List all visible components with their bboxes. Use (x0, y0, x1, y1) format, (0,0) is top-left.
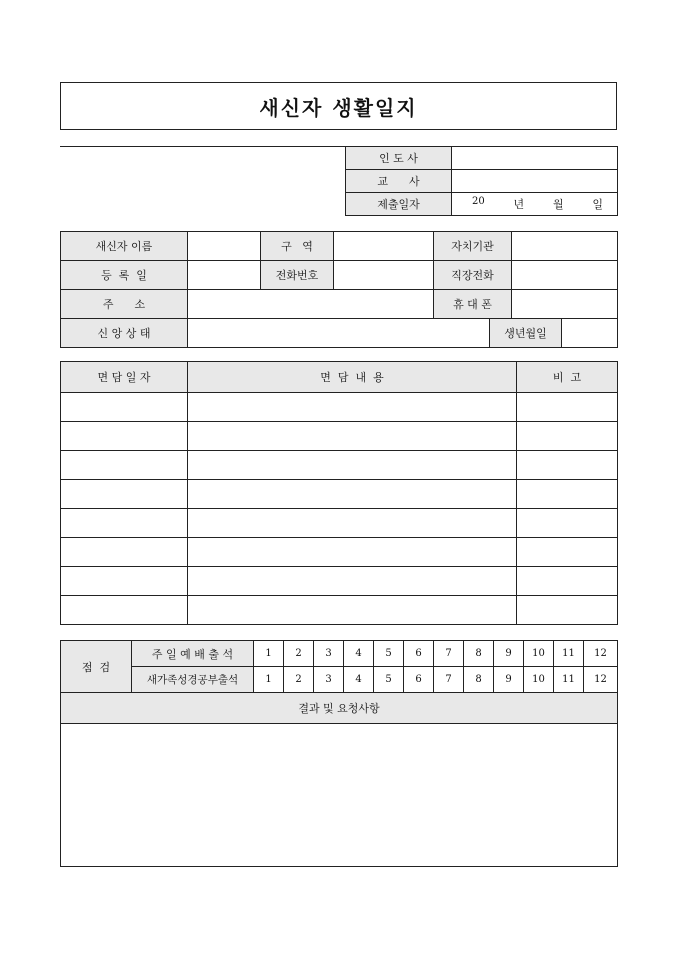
header-divider-line (60, 146, 345, 147)
district-field[interactable] (334, 232, 434, 261)
submit-date-label: 제출일자 (346, 193, 452, 216)
study-week-3[interactable]: 3 (314, 667, 344, 693)
worship-week-9[interactable]: 9 (494, 641, 524, 667)
result-field[interactable] (61, 724, 618, 867)
study-week-6[interactable]: 6 (404, 667, 434, 693)
interview-content-cell[interactable] (188, 422, 517, 451)
interview-content-cell[interactable] (188, 567, 517, 596)
phone-label: 전화번호 (261, 261, 334, 290)
worship-week-2[interactable]: 2 (284, 641, 314, 667)
worship-week-3[interactable]: 3 (314, 641, 344, 667)
mobile-field[interactable] (512, 290, 618, 319)
table-row (61, 393, 618, 422)
interview-content-cell[interactable] (188, 509, 517, 538)
faith-status-label: 신 앙 상 태 (61, 319, 188, 348)
interview-table (60, 361, 618, 625)
organization-label: 자치기관 (434, 232, 512, 261)
registration-field[interactable] (188, 261, 261, 290)
table-row (61, 509, 618, 538)
interview-date-cell[interactable] (61, 567, 188, 596)
interview-note-cell[interactable] (517, 393, 618, 422)
interview-date-cell[interactable] (61, 480, 188, 509)
interview-content-cell[interactable] (188, 393, 517, 422)
organization-field[interactable] (512, 232, 618, 261)
table-row (61, 480, 618, 509)
day-unit: 일 (592, 198, 603, 211)
table-row (61, 538, 618, 567)
study-week-5[interactable]: 5 (374, 667, 404, 693)
interview-content-cell[interactable] (188, 480, 517, 509)
interview-note-cell[interactable] (517, 538, 618, 567)
worship-week-1[interactable]: 1 (254, 641, 284, 667)
worship-week-5[interactable]: 5 (374, 641, 404, 667)
worship-week-11[interactable]: 11 (554, 641, 584, 667)
result-header: 결과 및 요청사항 (61, 693, 618, 724)
attendance-check-table (60, 640, 618, 867)
study-week-2[interactable]: 2 (284, 667, 314, 693)
faith-status-field[interactable] (188, 319, 490, 348)
teacher-field[interactable] (452, 170, 618, 193)
worship-week-10[interactable]: 10 (524, 641, 554, 667)
interview-note-cell[interactable] (517, 567, 618, 596)
study-week-1[interactable]: 1 (254, 667, 284, 693)
interview-content-cell[interactable] (188, 538, 517, 567)
mobile-label: 휴 대 폰 (434, 290, 512, 319)
worship-week-12[interactable]: 12 (584, 641, 618, 667)
study-week-8[interactable]: 8 (464, 667, 494, 693)
table-row (61, 596, 618, 625)
name-label: 새신자 이름 (61, 232, 188, 261)
submit-date-field[interactable] (452, 193, 618, 216)
work-phone-label: 직장전화 (434, 261, 512, 290)
member-info-table (60, 231, 618, 348)
study-week-9[interactable]: 9 (494, 667, 524, 693)
check-label: 점 검 (61, 641, 132, 693)
year-unit: 년 (513, 198, 525, 211)
interview-date-cell[interactable] (61, 538, 188, 567)
signature-table (345, 146, 618, 216)
interview-note-cell[interactable] (517, 422, 618, 451)
study-week-11[interactable]: 11 (554, 667, 584, 693)
worship-week-8[interactable]: 8 (464, 641, 494, 667)
birth-date-field[interactable] (562, 319, 618, 348)
name-field[interactable] (188, 232, 261, 261)
table-row (61, 422, 618, 451)
table-row (61, 567, 618, 596)
interview-note-header: 비 고 (517, 362, 618, 393)
guide-field[interactable] (452, 147, 618, 170)
phone-field[interactable] (334, 261, 434, 290)
interview-date-header: 면 담 일 자 (61, 362, 188, 393)
interview-date-cell[interactable] (61, 393, 188, 422)
district-label: 구 역 (261, 232, 334, 261)
guide-label: 인 도 사 (346, 147, 452, 170)
interview-note-cell[interactable] (517, 596, 618, 625)
interview-note-cell[interactable] (517, 480, 618, 509)
worship-attendance-label: 주 일 예 배 출 석 (132, 641, 254, 667)
teacher-label: 교 사 (346, 170, 452, 193)
worship-week-4[interactable]: 4 (344, 641, 374, 667)
interview-note-cell[interactable] (517, 451, 618, 480)
address-field[interactable] (188, 290, 434, 319)
interview-date-cell[interactable] (61, 422, 188, 451)
worship-week-6[interactable]: 6 (404, 641, 434, 667)
submit-year: 20 (472, 196, 485, 207)
study-week-7[interactable]: 7 (434, 667, 464, 693)
bible-study-attendance-label: 새가족성경공부출석 (132, 667, 254, 693)
worship-week-7[interactable]: 7 (434, 641, 464, 667)
interview-content-cell[interactable] (188, 596, 517, 625)
birth-date-label: 생년월일 (490, 319, 562, 348)
study-week-12[interactable]: 12 (584, 667, 618, 693)
document-title: 새신자 생활일지 (60, 82, 617, 130)
interview-date-cell[interactable] (61, 596, 188, 625)
interview-note-cell[interactable] (517, 509, 618, 538)
month-unit: 월 (552, 198, 564, 211)
work-phone-field[interactable] (512, 261, 618, 290)
interview-content-cell[interactable] (188, 451, 517, 480)
study-week-4[interactable]: 4 (344, 667, 374, 693)
interview-content-header: 면 담 내 용 (188, 362, 517, 393)
table-row (61, 451, 618, 480)
interview-date-cell[interactable] (61, 509, 188, 538)
study-week-10[interactable]: 10 (524, 667, 554, 693)
registration-label: 등 록 일 (61, 261, 188, 290)
address-label: 주 소 (61, 290, 188, 319)
interview-date-cell[interactable] (61, 451, 188, 480)
